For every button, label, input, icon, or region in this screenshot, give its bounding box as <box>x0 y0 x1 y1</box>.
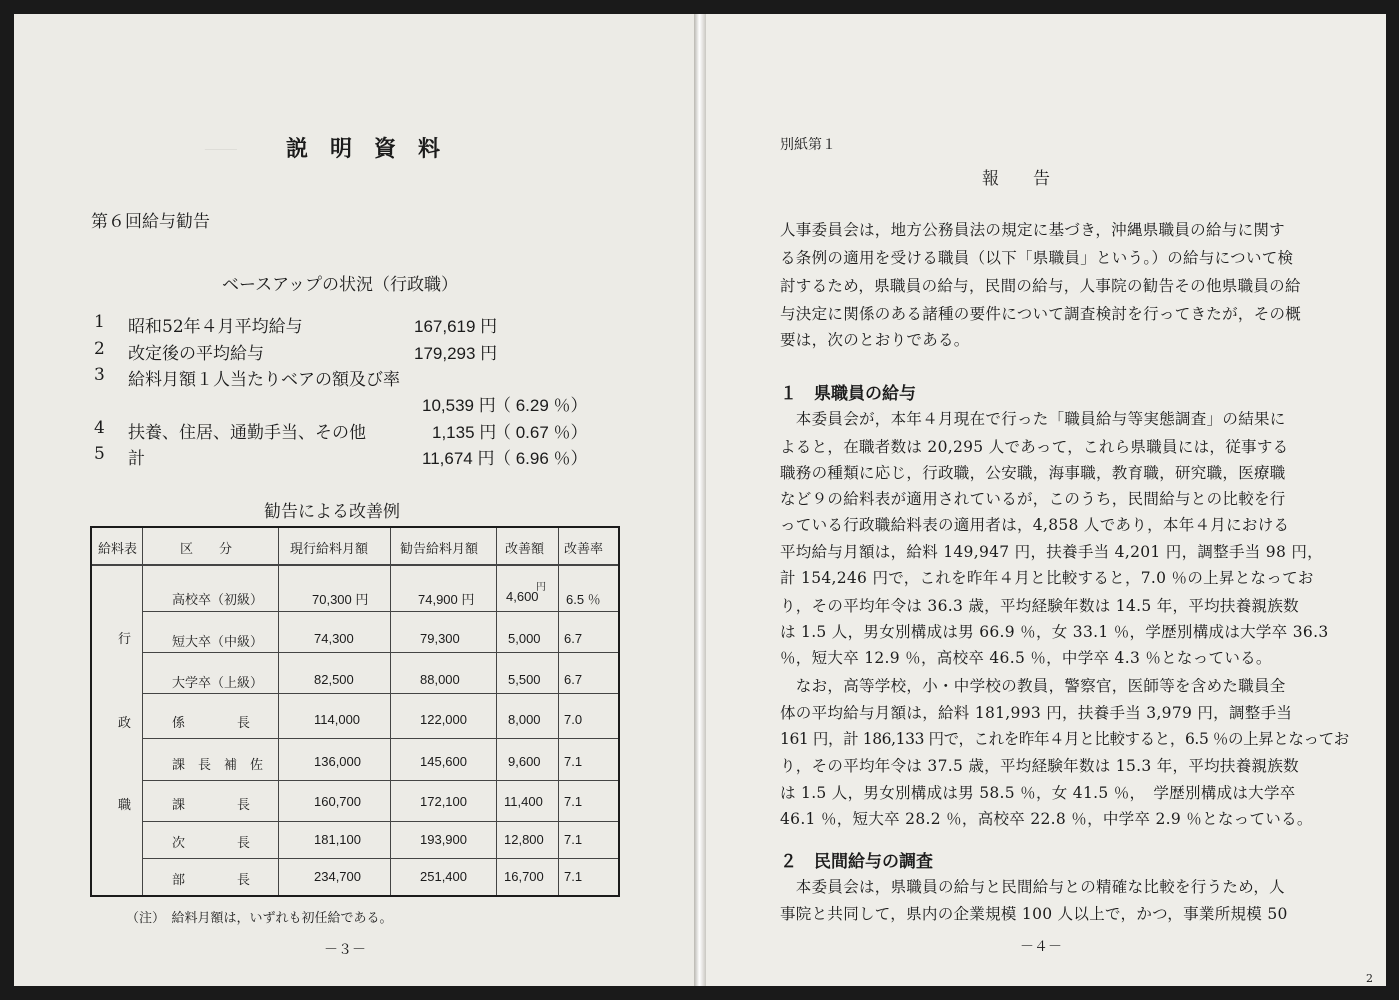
section-heading: ベースアップの状況（行政職） <box>222 275 458 295</box>
list-item-value: 11,674 円 <box>422 449 495 468</box>
text-line: 平均給与月額は，給料 149,947 円，扶養手当 4,201 円，調整手当 98 円， <box>780 543 1323 561</box>
bleed-through-text: ⸺ <box>204 136 238 160</box>
row-recommended: 193,900 <box>420 832 467 847</box>
list-item-label: 給料月額１人当たりベアの額及び率 <box>128 370 400 390</box>
text-line: 人事委員会は，地方公務員法の規定に基づき，沖縄県職員の給与に関す <box>780 221 1285 239</box>
section1-heading: １ 県職員の給与 <box>780 384 916 404</box>
list-item-number: 1 <box>94 312 105 332</box>
right-page <box>706 14 1386 986</box>
row-increase: 12,800 <box>504 832 544 847</box>
list-item-value: 167,619 円 <box>414 317 498 336</box>
text-line: 本委員会が，本年４月現在で行った「職員給与等実態調査」の結果に <box>780 410 1286 428</box>
row-current: 181,100 <box>314 832 361 847</box>
row-recommended: 74,900 円 <box>418 592 475 607</box>
row-increase: 5,000 <box>508 631 541 646</box>
section2-heading: ２ 民間給与の調査 <box>780 852 933 872</box>
improvement-table <box>90 526 620 897</box>
book-gutter <box>694 14 706 986</box>
list-item-number: 2 <box>94 339 105 359</box>
table-header: 区 分 <box>180 542 233 557</box>
row-recommended: 145,600 <box>420 754 467 769</box>
text-line: ％，短大卒 12.9 ％，高校卒 46.5 ％，中学卒 4.3 ％となっている。 <box>780 649 1272 667</box>
text-line: よると，在職者数は 20,295 人であって，これら県職員には，従事する <box>780 438 1289 456</box>
row-category: 部 長 <box>172 873 251 888</box>
row-current: 234,700 <box>314 869 361 884</box>
report-title: 報 告 <box>982 169 1050 189</box>
row-increase: 4,600 <box>506 589 539 604</box>
attachment-label: 別紙第１ <box>780 137 836 153</box>
text-line: 事院と共同して，県内の企業規模 100 人以上で，かつ，事業所規模 50 <box>780 905 1288 923</box>
text-line: 46.1 ％，短大卒 28.2 ％，高校卒 22.8 ％，中学卒 2.9 ％となっている。 <box>780 810 1313 828</box>
row-rate: 6.7 <box>564 672 583 687</box>
table-header: 勧告給料月額 <box>400 542 479 557</box>
row-category: 課 長 <box>172 798 251 813</box>
table-note: （注） 給料月額は，いずれも初任給である。 <box>126 911 393 926</box>
list-item-value: 179,293 円 <box>414 344 498 363</box>
list-item-number: 4 <box>94 418 105 438</box>
text-line: など９の給料表が適用されているが，このうち，民間給与との比較を行 <box>780 490 1286 508</box>
text-line: 体の平均給与月額は，給料 181,993 円，扶養手当 3,979 円，調整手当 <box>780 704 1293 722</box>
text-line: 要は，次のとおりである。 <box>780 331 970 349</box>
list-item-rate: （ 0.67 ％） <box>494 423 588 442</box>
row-recommended: 251,400 <box>420 869 467 884</box>
text-line: 職務の種類に応じ，行政職，公安職，海事職，教育職，研究職，医療職 <box>780 464 1286 482</box>
table-header: 現行給料月額 <box>290 542 369 557</box>
page-title: 説 明 資 料 <box>286 136 441 162</box>
list-item-number: 5 <box>94 444 105 464</box>
row-category: 課 長 補 佐 <box>172 758 264 773</box>
row-rate: 7.1 <box>564 869 583 884</box>
row-increase: 11,400 <box>504 794 543 809</box>
text-line: 161 円，計 186,133 円で，これを昨年４月と比較すると，6.5 ％の上昇となってお <box>780 730 1349 748</box>
text-line: 計 154,246 円で，これを昨年４月と比較すると，7.0 ％の上昇となってお <box>780 569 1314 587</box>
list-item-label: 昭和52年４月平均給与 <box>128 317 303 337</box>
row-increase: 16,700 <box>504 869 544 884</box>
list-item-value: 10,539 円 <box>422 396 496 415</box>
row-current: 114,000 <box>314 712 361 727</box>
row-current: 74,300 <box>314 631 354 646</box>
text-line: 討するため，県職員の給与，民間の給与，人事院の勧告その他県職員の給 <box>780 277 1301 295</box>
row-recommended: 79,300 <box>420 631 460 646</box>
row-rate: 7.0 <box>564 712 583 727</box>
row-rate: 6.7 <box>564 631 583 646</box>
text-line: なお，高等学校，小・中学校の教員，警察官，医師等を含めた職員全 <box>780 677 1286 695</box>
row-recommended: 122,000 <box>420 712 467 727</box>
corner-mark: 2 <box>1366 972 1373 985</box>
table-header: 改善額 <box>505 542 545 557</box>
page-number: －３－ <box>324 942 366 958</box>
list-item-number: 3 <box>94 365 105 385</box>
row-current: 70,300 円 <box>312 592 369 607</box>
group-label: 行 <box>118 632 132 647</box>
row-category: 高校卒（初級） <box>172 593 264 608</box>
text-line: は 1.5 人，男女別構成は男 66.9 ％，女 33.1 ％，学歴別構成は大学卒 36.3 <box>780 623 1329 641</box>
row-current: 136,000 <box>314 754 361 769</box>
row-recommended: 172,100 <box>420 794 467 809</box>
recommendation-subtitle: 第６回給与勧告 <box>91 212 210 232</box>
text-line: は 1.5 人，男女別構成は男 58.5 ％，女 41.5 ％， 学歴別構成は大学卒 <box>780 784 1296 802</box>
row-rate: 7.1 <box>564 794 583 809</box>
list-item-label: 計 <box>128 449 145 469</box>
row-category: 次 長 <box>172 836 251 851</box>
row-category: 係 長 <box>172 716 251 731</box>
list-item-label: 扶養、住居、通勤手当、その他 <box>128 423 366 443</box>
row-category: 短大卒（中級） <box>172 635 264 650</box>
group-label: 職 <box>118 798 132 813</box>
row-category: 大学卒（上級） <box>172 676 264 691</box>
text-line: っている行政職給料表の適用者は，4,858 人であり，本年４月における <box>780 516 1290 534</box>
row-rate: 7.1 <box>564 754 583 769</box>
table-title: 勧告による改善例 <box>264 502 400 522</box>
text-line: 与決定に関係のある諸種の要件について調査検討を行ってきたが，その概 <box>780 305 1302 323</box>
row-rate: 6.5 ％ <box>566 592 601 607</box>
list-item-label: 改定後の平均給与 <box>128 344 264 364</box>
row-increase: 8,000 <box>508 712 541 727</box>
table-header: 給料表 <box>98 542 138 557</box>
list-item-rate: （ 6.29 ％） <box>494 396 588 415</box>
group-label: 政 <box>118 716 132 731</box>
text-line: る条例の適用を受ける職員（以下「県職員」という。）の給与について検 <box>780 249 1294 267</box>
text-line: り，その平均年令は 36.3 歳，平均経験年数は 14.5 年，平均扶養親族数 <box>780 597 1299 615</box>
row-increase: 9,600 <box>508 754 541 769</box>
row-rate: 7.1 <box>564 832 583 847</box>
left-page <box>14 14 694 986</box>
text-line: り，その平均年令は 37.5 歳，平均経験年数は 15.3 年，平均扶養親族数 <box>780 757 1299 775</box>
text-line: 本委員会は，県職員の給与と民間給与との精確な比較を行うため，人 <box>780 878 1285 896</box>
row-current: 160,700 <box>314 794 361 809</box>
list-item-value: 1,135 円 <box>432 423 497 442</box>
unit-mark: 円 <box>536 582 546 593</box>
row-current: 82,500 <box>314 672 354 687</box>
list-item-rate: （ 6.96 ％） <box>494 449 588 468</box>
row-recommended: 88,000 <box>420 672 460 687</box>
row-increase: 5,500 <box>508 672 541 687</box>
page-number: －４－ <box>1020 939 1062 955</box>
table-header: 改善率 <box>564 542 604 557</box>
